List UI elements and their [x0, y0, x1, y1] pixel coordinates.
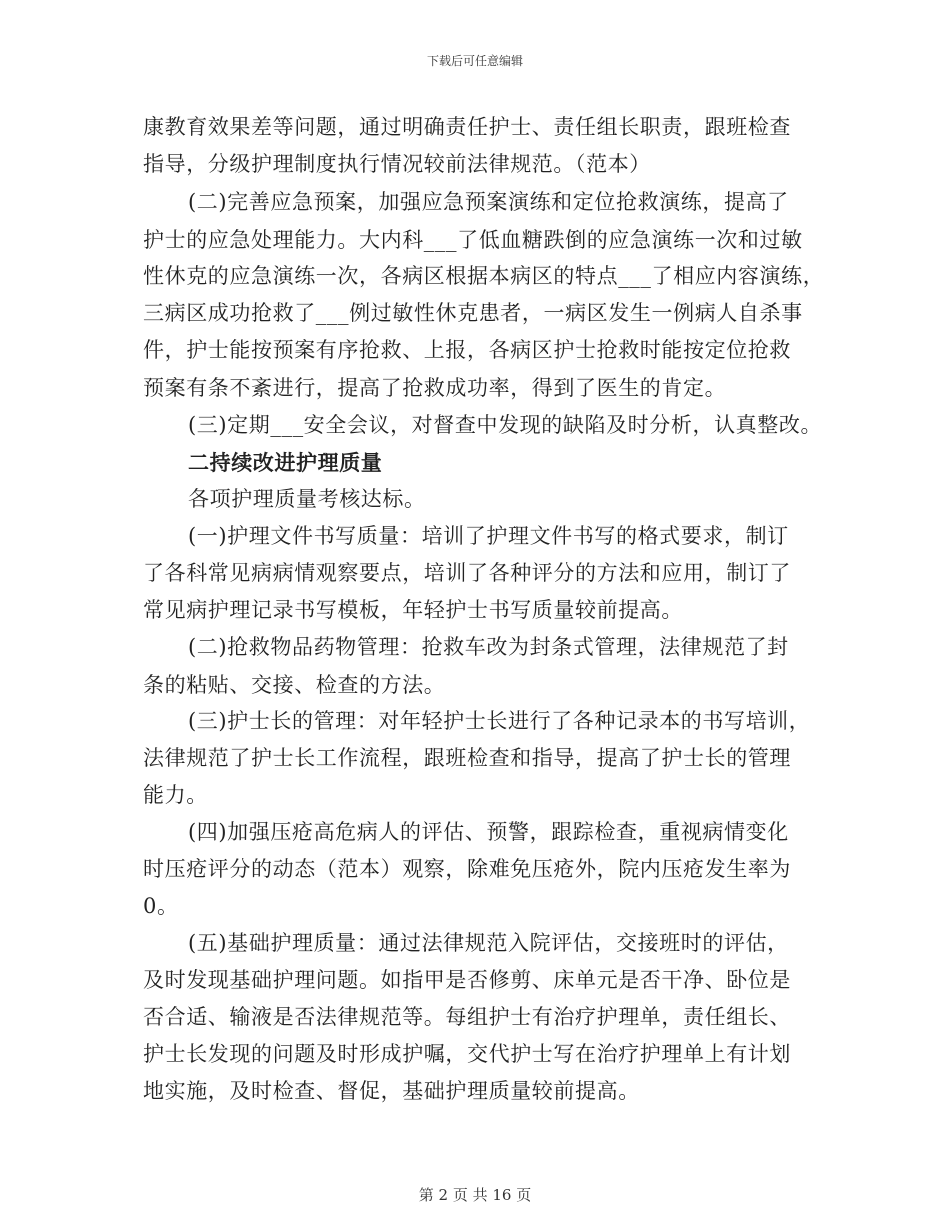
- body-line: (三)护士长的管理：对年轻护士长进行了各种记录本的书写培训，: [188, 709, 811, 733]
- body-line: 康教育效果差等问题，通过明确责任护士、责任组长职责，跟班检查: [143, 115, 791, 139]
- body-line: 护士的应急处理能力。大内科___了低血糖跌倒的应急演练一次和过敏: [143, 228, 803, 252]
- body-line: 指导，分级护理制度执行情况较前法律规范。（范本）: [143, 152, 651, 176]
- body-line: 各项护理质量考核达标。: [188, 487, 426, 511]
- body-line: (四)加强压疮高危病人的评估、预警，跟踪检查，重视病情变化: [188, 820, 789, 844]
- page-number: 第 2 页 共 16 页: [418, 1186, 532, 1204]
- body-line: 条的粘贴、交接、检查的方法。: [143, 673, 446, 697]
- body-line: (一)护理文件书写质量：培训了护理文件书写的格式要求，制订: [188, 524, 789, 548]
- body-line: 三病区成功抢救了___例过敏性休克患者，一病区发生一例病人自杀事: [143, 301, 803, 325]
- body-line: 性休克的应急演练一次，各病区根据本病区的特点___了相应内容演练，: [143, 264, 825, 288]
- body-line: 0。: [143, 894, 179, 918]
- body-line: 能力。: [143, 783, 208, 807]
- body-line: (三)定期___安全会议，对督查中发现的缺陷及时分析，认真整改。: [188, 413, 823, 437]
- body-line: (二)抢救物品药物管理：抢救车改为封条式管理，法律规范了封: [188, 635, 789, 659]
- body-line: (二)完善应急预案，加强应急预案演练和定位抢救演练，提高了: [188, 190, 789, 214]
- body-line: 及时发现基础护理问题。如指甲是否修剪、床单元是否干净、卧位是: [143, 968, 791, 992]
- body-line: 护士长发现的问题及时形成护嘱，交代护士写在治疗护理单上有计划: [143, 1042, 791, 1066]
- body-line: (五)基础护理质量：通过法律规范入院评估，交接班时的评估，: [188, 931, 789, 955]
- body-line: 法律规范了护士长工作流程，跟班检查和指导，提高了护士长的管理: [143, 746, 791, 770]
- body-line: 否合适、输液是否法律规范等。每组护士有治疗护理单，责任组长、: [143, 1005, 791, 1029]
- section-heading: 二持续改进护理质量: [188, 450, 383, 475]
- body-line: 预案有条不紊进行，提高了抢救成功率，得到了医生的肯定。: [143, 376, 727, 400]
- page-header-note: 下载后可任意编辑: [426, 54, 523, 68]
- body-line: 了各科常见病病情观察要点，培训了各种评分的方法和应用，制订了: [143, 561, 791, 585]
- body-line: 时压疮评分的动态（范本）观察，除难免压疮外，院内压疮发生率为: [143, 857, 791, 881]
- body-line: 地实施，及时检查、督促，基础护理质量较前提高。: [143, 1079, 640, 1103]
- body-line: 常见病护理记录书写模板，年轻护士书写质量较前提高。: [143, 598, 683, 622]
- body-line: 件，护士能按预案有序抢救、上报，各病区护士抢救时能按定位抢救: [143, 338, 791, 362]
